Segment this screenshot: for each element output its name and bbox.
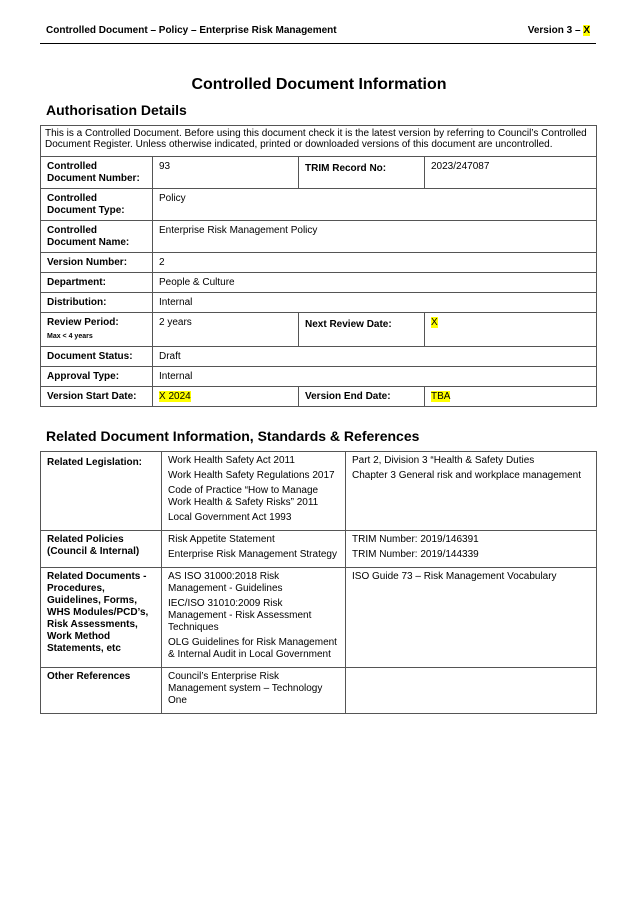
list-item: Work Health Safety Regulations 2017 [168,470,335,481]
list-item: AS ISO 31000:2018 Risk Management - Guidelines [168,571,283,594]
authorisation-heading: Authorisation Details [46,102,187,118]
table-row [41,126,597,157]
table-row [41,668,597,714]
header-version-number: X [583,25,590,36]
department-value: People & Culture [153,273,597,293]
list-item: Council’s Enterprise Risk Management system – Technology One [168,671,323,706]
table-row [41,273,597,293]
doc-name-label: Controlled Document Name: [41,221,153,253]
legislation-label: Related Legislation: [41,452,162,531]
other-references-refs [346,668,597,714]
doc-name-value: Enterprise Risk Management Policy [153,221,597,253]
start-date-value-cell [153,387,299,407]
policies-label: Related Policies (Council & Internal) [41,531,162,568]
status-value: Draft [153,347,597,367]
list-item: Risk Appetite Statement [168,534,275,545]
list-item: OLG Guidelines for Risk Management & Internal Audit in Local Government [168,637,337,660]
status-label: Document Status: [41,347,153,367]
header-version [528,25,590,36]
trim-record-value: 2023/247087 [425,157,597,189]
header-version-prefix: Version 3 – [527,25,584,36]
table-row [41,313,597,347]
table-row [41,347,597,367]
other-references-label: Other References [41,668,162,714]
list-item: Local Government Act 1993 [168,512,292,523]
list-item: Enterprise Risk Management Strategy [168,549,337,560]
legislation-items [162,452,346,531]
approval-type-value: Internal [153,367,597,387]
list-item: TRIM Number: 2019/146391 [352,534,479,545]
list-item: Part 2, Division 3 “Health & Safety Duties [352,455,535,466]
doc-number-value: 93 [153,157,299,189]
page-header [40,25,596,44]
table-row [41,387,597,407]
controlled-document-notice: This is a Controlled Document. Before using this document check it is the latest version by referring to Council’s Controlled Document Register. Unless otherwise indicated, printed or downloaded versions of this document are uncontrolled. [41,126,597,157]
list-item: Code of Practice “How to Manage Work Health & Safety Risks” 2011 [168,485,319,508]
approval-type-label: Approval Type: [41,367,153,387]
department-label: Department: [41,273,153,293]
table-row [41,157,597,189]
review-period-label: Review Period: [47,317,119,328]
table-row [41,189,597,221]
legislation-refs [346,452,597,531]
review-period-note: Max < 4 years [47,333,93,340]
review-period-value: 2 years [153,313,299,347]
next-review-value-cell [425,313,597,347]
header-document-title: Controlled Document – Policy – Enterprise Risk Management [46,25,337,36]
version-number-label: Version Number: [41,253,153,273]
table-row [41,221,597,253]
list-item: TRIM Number: 2019/144339 [352,549,479,560]
next-review-value: X [431,317,438,328]
list-item: Work Health Safety Act 2011 [168,455,295,466]
documents-refs [346,568,597,668]
documents-label: Related Documents - Procedures, Guidelines, Forms, WHS Modules/PCD’s, Risk Assessments, Work Method Statements, etc [41,568,162,668]
table-row [41,367,597,387]
table-row [41,253,597,273]
table-row [41,452,597,531]
authorisation-table [40,125,597,407]
trim-record-label: TRIM Record No: [299,157,425,189]
doc-number-label: Controlled Document Number: [41,157,153,189]
related-heading: Related Document Information, Standards & References [46,428,420,444]
list-item: IEC/ISO 31010:2009 Risk Management - Risk Assessment Techniques [168,598,312,633]
other-references-items [162,668,346,714]
start-date-label: Version Start Date: [41,387,153,407]
table-row [41,568,597,668]
distribution-label: Distribution: [41,293,153,313]
distribution-value: Internal [153,293,597,313]
related-documents-table [40,451,597,714]
table-row [41,531,597,568]
version-number-value: 2 [153,253,597,273]
list-item: ISO Guide 73 – Risk Management Vocabulary [352,571,557,582]
start-date-value: X 2024 [159,391,191,402]
review-period-label-cell [41,313,153,347]
doc-type-label: Controlled Document Type: [41,189,153,221]
end-date-value-cell [425,387,597,407]
page-title: Controlled Document Information [191,76,447,93]
end-date-value: TBA [431,391,451,402]
doc-type-value: Policy [153,189,597,221]
documents-items [162,568,346,668]
policies-refs [346,531,597,568]
list-item: Chapter 3 General risk and workplace management [352,470,582,481]
table-row [41,293,597,313]
end-date-label: Version End Date: [299,387,425,407]
next-review-label: Next Review Date: [299,313,425,347]
policies-items [162,531,346,568]
